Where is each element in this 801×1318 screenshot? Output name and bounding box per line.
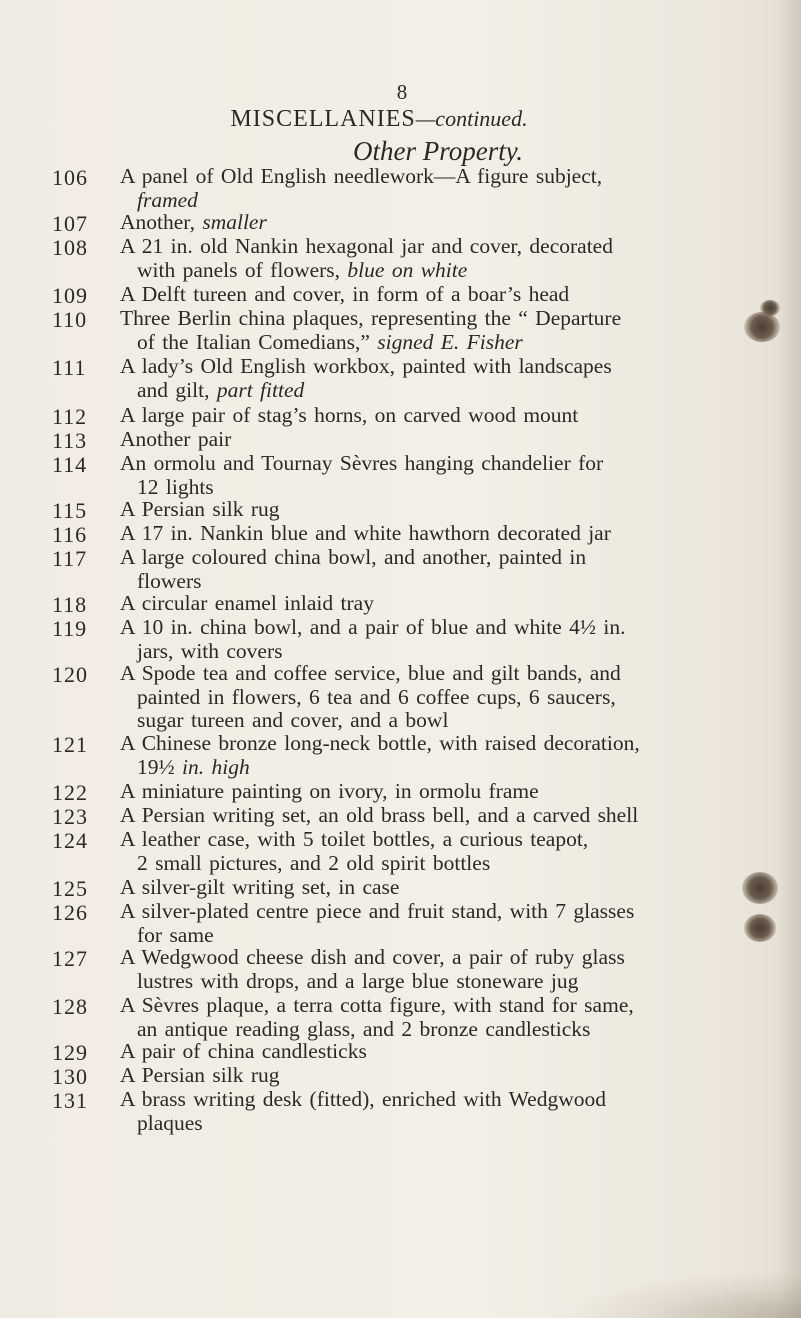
- lot-number: 111: [52, 355, 87, 380]
- lot-description-line: [120, 283, 782, 307]
- lot-description-line: [120, 662, 782, 686]
- lot-text-roman: An ormolu and Tournay Sèvres hanging chandelier for: [120, 451, 604, 475]
- lot-text-roman: Three Berlin china plaques, representing the “ Departure: [120, 306, 622, 330]
- lot-text-roman: A panel of Old English needlework—A figure subject,: [120, 164, 603, 188]
- lot-text-roman: lustres with drops, and a large blue stoneware jug: [137, 968, 579, 993]
- lot-description: [120, 498, 782, 522]
- lot-description-line: [120, 1018, 782, 1042]
- section-subheading: Other Property.: [353, 136, 523, 166]
- lot-description: [120, 994, 782, 1041]
- lot-number: 125: [52, 876, 88, 901]
- lot-number: 124: [52, 828, 88, 853]
- lot-description-line: [120, 616, 782, 640]
- lot-description-line: [120, 852, 782, 876]
- lot-text-roman: with panels of flowers,: [137, 257, 348, 282]
- lot-description-line: [120, 1112, 782, 1136]
- lot-text-roman: 19½: [137, 754, 182, 779]
- lot-description: [120, 428, 782, 452]
- lot-description-line: [120, 876, 782, 900]
- lot-description: [120, 616, 782, 663]
- lot-number: 115: [52, 498, 88, 523]
- lot-description: [120, 211, 782, 235]
- lot-number: 116: [52, 522, 88, 547]
- lot-number: 108: [52, 235, 88, 260]
- lot-text-roman: of the Italian Comedians,”: [137, 329, 378, 354]
- lot-description: [120, 780, 782, 804]
- lot-text-roman: A large coloured china bowl, and another, painted in: [120, 545, 587, 569]
- lot-description: [120, 732, 782, 779]
- lot-description: [120, 1064, 782, 1088]
- lot-description: [120, 592, 782, 616]
- lot-description: [120, 546, 782, 593]
- lot-description-line: [120, 1040, 782, 1064]
- lot-number: 112: [52, 404, 88, 429]
- lot-description-line: [120, 946, 782, 970]
- lot-text-roman: A 10 in. china bowl, and a pair of blue and white 4½ in.: [120, 615, 626, 639]
- lot-description-line: [120, 546, 782, 570]
- lot-text-roman: A circular enamel inlaid tray: [120, 591, 374, 615]
- lot-description-line: [120, 732, 782, 756]
- lot-number: 131: [52, 1088, 88, 1113]
- lot-description-line: [120, 970, 782, 994]
- lot-description-line: [120, 165, 782, 189]
- lot-description-line: [120, 640, 782, 664]
- lot-number: 126: [52, 900, 88, 925]
- lot-number: 117: [52, 546, 88, 571]
- lot-description: [120, 307, 782, 354]
- lot-text-roman: 12 lights: [137, 474, 214, 499]
- lot-text-roman: A 17 in. Nankin blue and white hawthorn decorated jar: [120, 521, 611, 545]
- lot-description-line: [120, 1088, 782, 1112]
- lot-description-line: [120, 1064, 782, 1088]
- lot-text-roman: sugar tureen and cover, and a bowl: [137, 708, 449, 732]
- lot-text-roman: Another,: [120, 210, 203, 234]
- lot-number: 110: [52, 307, 88, 332]
- lot-text-roman: A miniature painting on ivory, in ormolu frame: [120, 779, 539, 803]
- lot-description-line: [120, 756, 782, 780]
- lot-description-line: [120, 476, 782, 500]
- lot-description-line: [120, 924, 782, 948]
- lot-text-roman: plaques: [137, 1110, 203, 1135]
- lot-number: 106: [52, 165, 88, 190]
- lot-description-line: [120, 709, 782, 733]
- lot-description-line: [120, 428, 782, 452]
- lot-text-roman: jars, with covers: [137, 638, 283, 663]
- lot-text-roman: and gilt,: [137, 377, 217, 402]
- lot-description: [120, 876, 782, 900]
- page-curl-shadow: [560, 1270, 801, 1318]
- lot-description: [120, 900, 782, 947]
- lot-text-italic: in. high: [182, 754, 250, 779]
- lot-number: 127: [52, 946, 88, 971]
- lot-text-roman: A large pair of stag’s horns, on carved wood mount: [120, 403, 579, 427]
- lot-description-line: [120, 828, 782, 852]
- lot-text-italic: framed: [137, 187, 198, 212]
- lot-number: 109: [52, 283, 88, 308]
- lot-number: 123: [52, 804, 88, 829]
- lot-description-line: [120, 900, 782, 924]
- lot-description-line: [120, 189, 782, 213]
- lot-description-line: [120, 404, 782, 428]
- lot-number: 130: [52, 1064, 88, 1089]
- lot-text-roman: A Chinese bronze long-neck bottle, with raised decoration,: [120, 731, 640, 755]
- lot-description-line: [120, 498, 782, 522]
- lot-description: [120, 1040, 782, 1064]
- lot-text-italic: part fitted: [216, 377, 305, 402]
- lot-description: [120, 804, 782, 828]
- lot-description-line: [120, 235, 782, 259]
- lot-text-roman: A 21 in. old Nankin hexagonal jar and cover, decorated: [120, 234, 613, 258]
- lot-number: 118: [52, 592, 88, 617]
- lot-number: 113: [52, 428, 88, 453]
- lot-description: [120, 355, 782, 402]
- lot-text-italic: signed E. Fisher: [377, 329, 523, 354]
- lot-description-line: [120, 379, 782, 403]
- lot-text-italic: blue on white: [347, 257, 468, 282]
- lot-description-line: [120, 592, 782, 616]
- section-heading: [0, 106, 640, 133]
- lot-description-line: [120, 259, 782, 283]
- lot-text-roman: for same: [137, 922, 214, 947]
- lot-number: 128: [52, 994, 88, 1019]
- lot-description-line: [120, 780, 782, 804]
- lot-text-roman: A Wedgwood cheese dish and cover, a pair of ruby glass: [120, 945, 625, 969]
- lot-number: 120: [52, 662, 88, 687]
- lot-description-line: [120, 522, 782, 546]
- lot-text-italic: smaller: [202, 210, 267, 234]
- lot-text-roman: A Spode tea and coffee service, blue and gilt bands, and: [120, 661, 621, 685]
- lot-description-line: [120, 686, 782, 710]
- lot-text-roman: A Persian silk rug: [120, 497, 280, 521]
- lot-text-roman: A lady’s Old English workbox, painted with landscapes: [120, 354, 612, 378]
- lot-text-roman: A Delft tureen and cover, in form of a boar’s head: [120, 282, 570, 306]
- lot-description: [120, 1088, 782, 1135]
- lot-description: [120, 946, 782, 993]
- lot-text-roman: flowers: [137, 568, 202, 593]
- lot-description: [120, 165, 782, 212]
- lot-number: 107: [52, 211, 88, 236]
- lot-description: [120, 452, 782, 499]
- lot-text-roman: A silver-plated centre piece and fruit stand, with 7 glasses: [120, 899, 635, 923]
- lot-text-roman: A Persian silk rug: [120, 1063, 280, 1087]
- section-heading-continued: —continued.: [415, 106, 528, 131]
- lot-description: [120, 283, 782, 307]
- lot-number: 114: [52, 452, 88, 477]
- lot-text-roman: A silver-gilt writing set, in case: [120, 875, 400, 899]
- lot-description-line: [120, 804, 782, 828]
- lot-description-line: [120, 331, 782, 355]
- lot-description-line: [120, 570, 782, 594]
- lot-number: 122: [52, 780, 88, 805]
- lot-text-roman: A pair of china candlesticks: [120, 1039, 367, 1063]
- lot-text-roman: 2 small pictures, and 2 old spirit bottles: [137, 850, 491, 875]
- lot-text-roman: painted in flowers, 6 tea and 6 coffee cups, 6 saucers,: [137, 684, 616, 709]
- lot-description-line: [120, 355, 782, 379]
- lot-text-roman: A Persian writing set, an old brass bell, and a carved shell: [120, 803, 639, 827]
- lot-text-roman: A Sèvres plaque, a terra cotta figure, with stand for same,: [120, 993, 634, 1017]
- lot-text-roman: A brass writing desk (fitted), enriched with Wedgwood: [120, 1087, 606, 1111]
- lot-description: [120, 662, 782, 733]
- lot-description: [120, 522, 782, 546]
- lot-text-roman: an antique reading glass, and 2 bronze candlesticks: [137, 1016, 591, 1041]
- lot-text-roman: Another pair: [120, 427, 232, 451]
- lot-description-line: [120, 211, 782, 235]
- lot-description-line: [120, 994, 782, 1018]
- lot-number: 129: [52, 1040, 88, 1065]
- page-number: 8: [396, 80, 408, 104]
- lot-description: [120, 404, 782, 428]
- lot-number: 119: [52, 616, 88, 641]
- section-heading-title: MISCELLANIES: [230, 106, 416, 132]
- lot-description: [120, 235, 782, 282]
- lot-text-roman: A leather case, with 5 toilet bottles, a curious teapot,: [120, 827, 589, 851]
- lot-description-line: [120, 307, 782, 331]
- lot-description-line: [120, 452, 782, 476]
- lot-description: [120, 828, 782, 875]
- lot-number: 121: [52, 732, 88, 757]
